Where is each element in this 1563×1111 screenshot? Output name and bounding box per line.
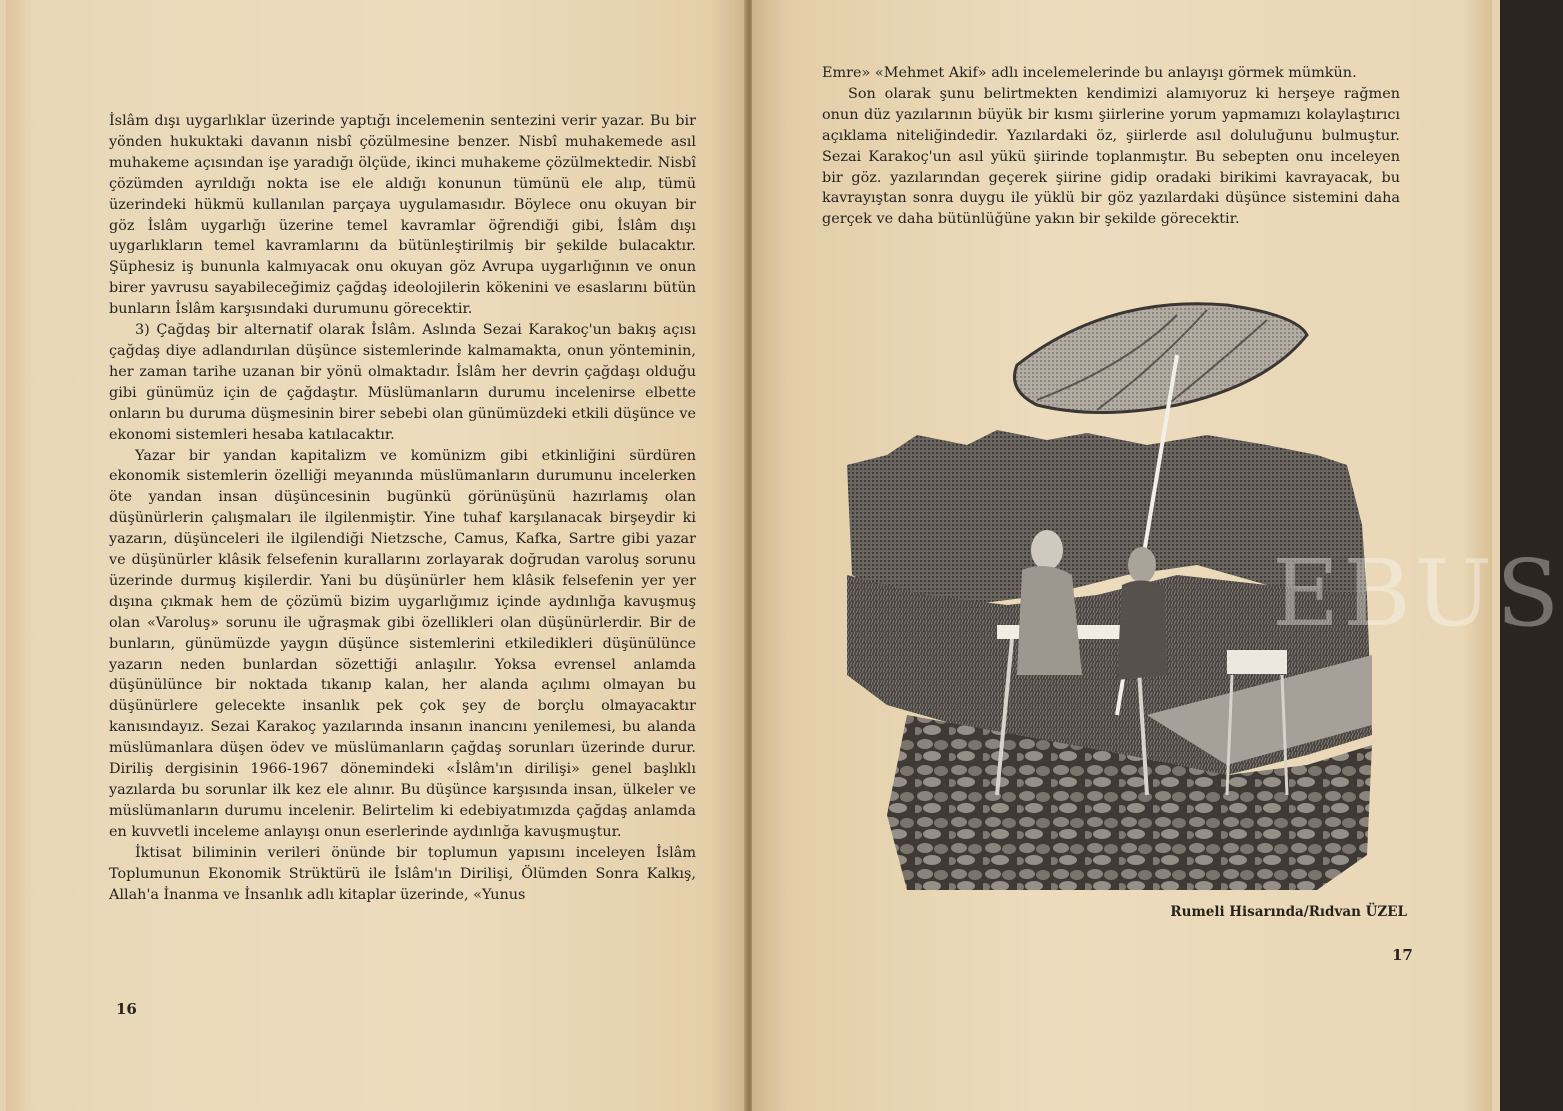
right-page [752,0,1563,1111]
left-page-text [109,111,696,905]
paragraph: Emre» «Mehmet Akif» adlı incelemelerinde bu anlayışı görmek mümkün. [822,65,1357,81]
paragraph: 3) Çağdaş bir alternatif olarak İslâm. Aslında Sezai Karakoç'un bakış açısı çağdaş diye adlandırılan düşünce sistemlerinde kalmamakta, onun yönteminin, her zaman tarihe uzanan bir yönü olmaktadır. İslâm her devrin çağdaşı olduğu gibi günümüz için de çağdaştır. Müslümanların durumu incelenirse elbette onların bu duruma düşmesinin birer sebebi olan günümüzdeki etkili düşünce ve ekonomi sistemleri hesaba katılacaktır. [109,322,696,443]
paragraph: Son olarak şunu belirtmekten kendimizi alamıyoruz ki herşeye rağmen onun düz yazılarının büyük bir kısmı şiirlerine yorum yapmamızı kolaylaştırıcı açıklama niteliğindedir. Yazılardaki öz, şiirlerde asıl doluluğunu bulmuştur. Sezai Karakoç'un asıl yükü şiirinde toplanmıştır. Bu sebepten onu inceleyen bir göz. yazılarından geçerek şiirine gidip oradaki birikimi kavrayacak, bu kavrayıştan sonra duygu ile yüklü bir göz yazılardaki düşünce sistemini daha gerçek ve daha bütünlüğüne yakın bir şekilde görecektir. [822,85,1400,228]
photo-caption: Rumeli Hisarında/Rıdvan ÜZEL [1170,904,1407,920]
photo-umbrella-scene [847,295,1377,890]
watermark-text: EBUS [1272,540,1563,647]
page-number: 17 [1392,946,1413,964]
paragraph: İktisat biliminin verileri önünde bir toplumun yapısını inceleyen İslâm Toplumunun Ekonomik Strüktürü ile İslâm'ın Dirilişi, Ölümden Sonra Kalkış, Allah'a İnanma ve İnsanlık adlı kitaplar üzerinde, «Yunus [109,844,696,903]
left-page [6,0,746,1111]
paragraph: Yazar bir yandan kapitalizm ve komünizm gibi etkinliğini sürdüren ekonomik sistemlerin özelliği meyanında müslümanların durumunu incelerken öte yandan insan düşüncesinin bugünkü görünüşünü hazırlamış olan düşünürlerin çalışmaları ile ilgilenmiştir. Yine tuhaf karşılanacak birşeydir ki yazarın, düşünceleri ile ilgilendiği Nietzsche, Camus, Kafka, Sartre gibi yazar ve düşünürler klâsik felsefenin kurallarını zorlayarak doğrudan varoluş sorunu üzerinde durmuş kişilerdir. Yani bu düşünürler hem klâsik felsefenin yer yer dışına çıkmak hem de çözümü bizim uygarlığımız içinde aydınlığa kavuşmuş olan «Varoluş» sorunu ile uğraşmak gibi özellikleri olan düşünürlerdir. Bir de bunların, günümüzde yaygın düşünce sistemlerini etkiledikleri düşünülünce yazarın neden bunlardan sözettiği anlaşılır. Yoksa evrensel anlamda düşünülünce bir noktada tıkanıp kalan, her alanda açılımı olmayan bu düşünürlere gelecekte insanlık pek çok şey de borçlu olmayacaktır kanısındayız. Sezai Karakoç yazılarında insanın inancını yenilemesi, bu alanda müslümanlara düşen ödev ve müslümanların çağdaş sorunları üzerinde durur. Diriliş dergisinin 1966-1967 dönemindeki «İslâm'ın dirilişi» genel başlıklı yazılarda bu sorunlar ilk kez ele alınır. Bu düşünce karşısında insan, ülkeler ve müslümanların durumu incelenir. Belirtelim ki edebiyatımızda çağdaş anlamda en kuvvetli inceleme anlayışı onun eserlerinde aydınlığa kavuşmuştur. [109,447,696,840]
right-page-text [822,63,1400,230]
page-number: 16 [116,1000,137,1018]
paragraph: İslâm dışı uygarlıklar üzerinde yaptığı incelemenin sentezini verir yazar. Bu bir yönden hukuktaki davanın nisbî çözülmesine benzer. Nisbî muhakemede asıl muhakeme açısından işe yaradığı ölçüde, ikinci muhakeme çözülmektedir. Nisbî çözümden ayrıldığı nokta ise ele aldığı konunun tümünü ele alıp, tümü üzerindeki hükmü kullanılan parçaya uygulamasıdır. Böylece onu okuyan bir göz İslâm uygarlığı üzerine temel kavramlar öğrendiği gibi, İslâm dışı uygarlıkların temel kavramlarını da bütünleştirilmiş bir şekilde bulacaktır. Şüphesiz iş bununla kalmıyacak onu okuyan göz Avrupa uygarlığının ve onun birer yavrusu sayabileceğimiz çağdaş ideolojilerin kökenini ve esaslarını bütün bunların İslâm karşısındaki durumunu görecektir. [109,113,696,318]
